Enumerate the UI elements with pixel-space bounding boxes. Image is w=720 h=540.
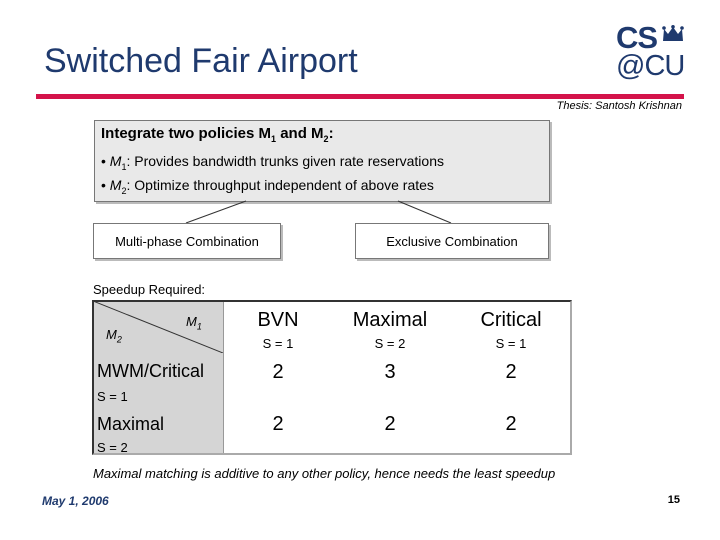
slide-title: Switched Fair Airport (44, 42, 358, 80)
slide-date: May 1, 2006 (42, 494, 109, 508)
speedup-label: Speedup Required: (93, 282, 206, 297)
policy-heading: Integrate two policies $M_1$ and $M_2$: (101, 125, 334, 144)
footnote: Maximal matching is additive to any other policy, hence needs the least speedup (93, 466, 556, 481)
corner-label-m2: $M_2$ (106, 327, 122, 345)
table-cell: 3 (384, 361, 396, 383)
column-header-maximal: Maximal (352, 309, 428, 331)
page-number: 15 (667, 494, 680, 506)
table-cell: 2 (505, 413, 517, 435)
table-cell: 2 (505, 361, 517, 383)
column-header-bvn: BVN (257, 309, 299, 331)
exclusive-box: Exclusive Combination (355, 223, 549, 259)
thesis-credit: Thesis: Santosh Krishnan (556, 100, 682, 112)
corner-label-m1: $M_1$ (186, 314, 202, 332)
bullet-m1: • $M_1$: Provides bandwidth trunks given rate reservations (101, 153, 444, 172)
table-cell: 2 (272, 361, 284, 383)
bullet-m2: • $M_2$: Optimize throughput independent of above rates (101, 177, 434, 196)
table-cell: 2 (384, 413, 396, 435)
multi-phase-box: Multi-phase Combination (93, 223, 281, 259)
row-speedup-maximal: S = 2 (97, 440, 128, 455)
table-cell: 2 (272, 413, 284, 435)
column-speedup-bvn: S = 1 (262, 336, 294, 351)
logo-cu-text: @CU (616, 50, 685, 82)
row-speedup-mwm-critical: S = 1 (97, 389, 128, 404)
column-header-critical: Critical (480, 309, 542, 331)
logo-cs-text: CS (616, 20, 658, 55)
column-speedup-maximal: S = 2 (374, 336, 406, 351)
row-header-maximal: Maximal (97, 414, 165, 434)
column-speedup-critical: S = 1 (495, 336, 527, 351)
row-header-mwm-critical: MWM/Critical (97, 361, 204, 381)
